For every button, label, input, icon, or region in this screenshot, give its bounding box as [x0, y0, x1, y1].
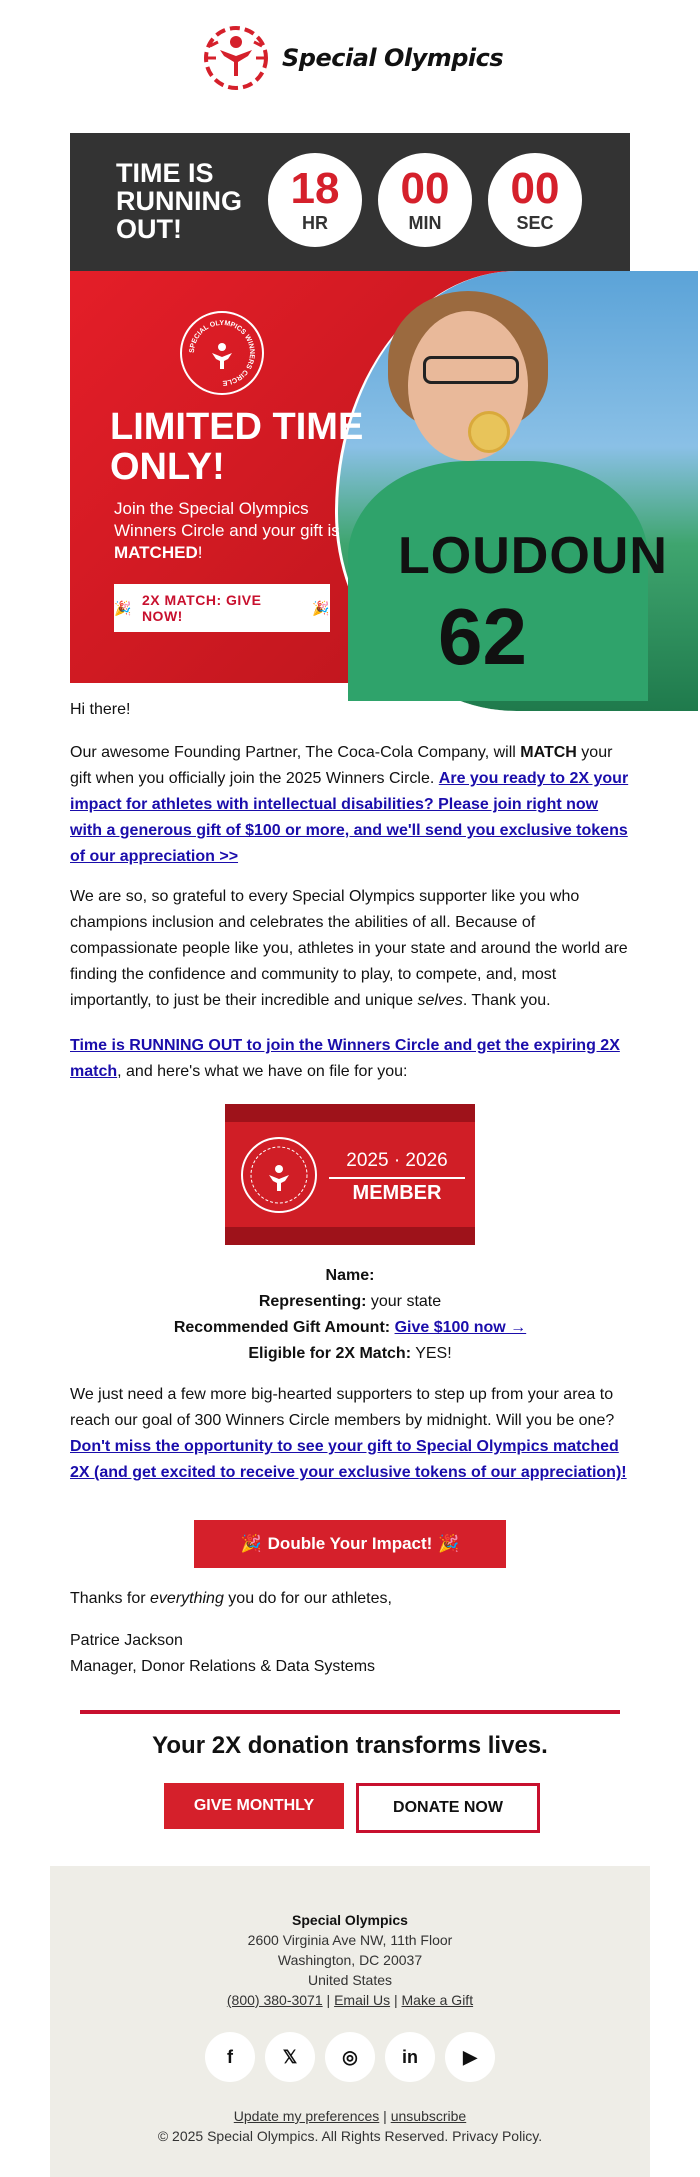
hero-sub-after: ! — [197, 543, 203, 562]
double-impact-button[interactable] — [194, 1520, 506, 1568]
minutes-unit: MIN — [408, 213, 442, 233]
name-label: Name: — [325, 1267, 375, 1284]
hero-headline: LIMITED TIME ONLY! — [110, 406, 364, 488]
card-years: 2025 · 2026 — [346, 1150, 448, 1171]
rep-label: Representing: — [258, 1293, 367, 1310]
confetti-icon: 🎉 — [312, 599, 330, 616]
hero-subtext — [114, 498, 344, 564]
p3-text: , and here's what we have on file for you: — [117, 1063, 408, 1080]
youtube-icon[interactable]: ▶ — [445, 2032, 495, 2082]
give-monthly-button[interactable]: GIVE MONTHLY — [164, 1783, 344, 1829]
countdown-title: TIME IS RUNNING OUT! — [116, 158, 242, 244]
countdown-seconds — [488, 153, 582, 247]
closing-line — [70, 1586, 630, 1612]
closing-italic: everything — [150, 1590, 224, 1607]
medal-icon — [468, 411, 510, 453]
info-name — [70, 1263, 630, 1289]
card-member-label: MEMBER — [352, 1182, 442, 1204]
svg-text:SPECIAL OLYMPICS WINNERS CIRCL — [189, 320, 255, 386]
special-olympics-logo[interactable] — [198, 18, 508, 98]
logo-wordmark: Special Olympics — [282, 44, 504, 72]
greeting: Hi there! — [70, 701, 131, 718]
rep-value: your state — [370, 1293, 442, 1310]
countdown-minutes — [378, 153, 472, 247]
p2-text: We are so, so grateful to every Special Olympics supporter like you who champions inclusion and celebrates the abilities of all. Because of compassionate people like you, athletes in your state and around the world are finding the confidence and community to play, to compete, and, most importantly, to just be their incredible and unique — [70, 888, 628, 1009]
facebook-icon[interactable]: f — [205, 2032, 255, 2082]
dont-miss-link[interactable]: Don't miss the opportunity to see your gift to Special Olympics matched 2X (and get excited to receive your exclusive tokens of our appreciation)! — [70, 1438, 627, 1481]
footer-pref-links: Update my preferences | unsubscribe — [233, 2108, 467, 2124]
minutes-value: 00 — [400, 164, 450, 213]
p1-text: Our awesome Founding Partner, The Coca-Cola Company, will — [70, 744, 521, 761]
paragraph-match — [70, 740, 630, 870]
signature-name: Patrice Jackson — [70, 1632, 183, 1649]
p2-italic: selves — [417, 992, 463, 1009]
paragraph-goal — [70, 1382, 630, 1486]
info-amount — [70, 1315, 630, 1341]
join-now-link[interactable]: Are you ready to 2X your impact for athletes with intellectual disabilities? Please join right now with a generous gift of $100 or more, and we'll send you exclusive tokens of our appreciation >> — [70, 770, 629, 865]
email-us-link[interactable]: Email Us — [334, 1992, 391, 2008]
hero-sub-bold: MATCHED — [114, 543, 198, 562]
seconds-value: 00 — [510, 164, 560, 213]
x-twitter-icon[interactable]: 𝕏 — [265, 2032, 315, 2082]
update-preferences-link[interactable]: Update my preferences — [233, 2108, 380, 2124]
countdown-hours — [268, 153, 362, 247]
footer-copyright: © 2025 Special Olympics. All Rights Reserved. Privacy Policy. — [157, 2128, 543, 2144]
footer-country: United States — [307, 1972, 393, 1988]
p4-text: We just need a few more big-hearted supporters to step up from your area to reach our goal of 300 Winners Circle members by midnight. Will you be one? — [70, 1386, 615, 1429]
member-card — [225, 1104, 475, 1245]
double-impact-label: Double Your Impact! — [267, 1534, 433, 1553]
eligible-value: YES! — [415, 1345, 452, 1362]
paragraph-time — [70, 1033, 630, 1085]
p2-text-b: . Thank you. — [462, 992, 551, 1009]
donate-now-button[interactable]: DONATE NOW — [356, 1783, 540, 1833]
instagram-icon[interactable]: ◎ — [325, 2032, 375, 2082]
give-now-button[interactable] — [114, 584, 330, 632]
paragraph-grateful — [70, 884, 630, 1014]
jersey-text: LOUDOUN — [398, 527, 668, 585]
countdown-banner — [70, 133, 630, 271]
card-divider — [329, 1177, 465, 1179]
party-horn-icon: 🎉 — [438, 1534, 460, 1553]
athlete-photo — [335, 271, 698, 711]
hero-sub-before: Join the Special Olympics Winners Circle and your gift is — [114, 499, 340, 540]
party-horn-icon: 🎉 — [240, 1534, 262, 1553]
confetti-icon: 🎉 — [114, 599, 132, 616]
hours-value: 18 — [290, 164, 340, 213]
winners-circle-badge-icon — [241, 1137, 317, 1213]
footer-contact-links: (800) 380-3071 | Email Us | Make a Gift — [226, 1992, 474, 2008]
footer-address2: Washington, DC 20037 — [277, 1952, 423, 1968]
seconds-unit: SEC — [516, 213, 554, 233]
winners-circle-link[interactable]: Time is RUNNING OUT to join the Winners Circle and get the expiring 2X match — [70, 1037, 620, 1080]
amount-label: Recommended Gift Amount: — [173, 1319, 391, 1336]
eligible-label: Eligible for 2X Match: — [248, 1345, 412, 1362]
make-gift-link[interactable]: Make a Gift — [401, 1992, 474, 2008]
card-top-band — [225, 1104, 475, 1122]
special-olympics-logo-icon — [198, 20, 274, 96]
info-eligible — [70, 1341, 630, 1367]
p1-text-b: your gift when you officially join the 2025 Winners Circle. — [70, 744, 613, 787]
jersey-number: 62 — [438, 592, 527, 681]
athlete-face — [408, 311, 528, 461]
badge-text: SPECIAL OLYMPICS WINNERS CIRCLE — [188, 319, 256, 387]
linkedin-icon[interactable]: in — [385, 2032, 435, 2082]
signature-title: Manager, Donor Relations & Data Systems — [70, 1658, 376, 1675]
footer-org: Special Olympics — [292, 1912, 408, 1928]
closing-a: Thanks for — [70, 1590, 151, 1607]
give-now-label: 2X MATCH: GIVE NOW! — [141, 592, 262, 624]
footer — [50, 1866, 650, 2177]
footer-address1: 2600 Virginia Ave NW, 11th Floor — [247, 1932, 453, 1948]
phone-link[interactable]: (800) 380-3071 — [226, 1992, 323, 2008]
p1-bold: MATCH — [520, 744, 577, 761]
closing-b: you do for our athletes, — [223, 1590, 392, 1607]
athlete-glasses — [423, 356, 519, 384]
cta-headline: Your 2X donation transforms lives. — [152, 1732, 548, 1759]
card-bottom-band — [225, 1227, 475, 1245]
hero-banner[interactable] — [70, 271, 668, 683]
winners-circle-badge-icon — [180, 311, 264, 395]
give-100-link[interactable]: Give $100 now → — [394, 1319, 527, 1336]
divider — [80, 1710, 620, 1714]
unsubscribe-link[interactable]: unsubscribe — [390, 2108, 467, 2124]
hours-unit: HR — [302, 213, 328, 233]
info-representing — [70, 1289, 630, 1315]
